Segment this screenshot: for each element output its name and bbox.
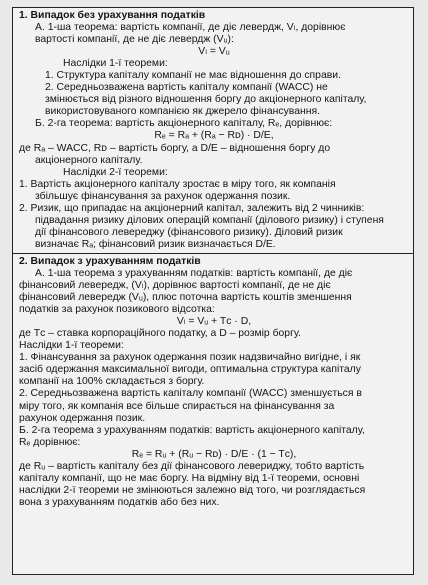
text-line: 2. Ризик, що припадає на акціонерний капітал, залежить від 2 чинників: (19, 202, 365, 214)
text-line: Наслідки 1-ї теореми: (19, 340, 124, 352)
formula-line: Vₗ = Vᵤ + Tᴄ · D, (176, 316, 252, 328)
text-line: Б. 2-га теорема: вартість акціонерного капіталу, Rₑ, дорівнює: (35, 118, 333, 130)
text-line: змінюється від різного відношення боргу до акціонерного капіталу, (45, 94, 367, 106)
document-page (12, 7, 414, 575)
text-line: фінансовий левередж, (Vₗ), дорівнює вартості компанії, де не діє (19, 280, 331, 292)
text-line: Б. 2-га теорема з урахуванням податків: вартість акціонерного капіталу, (19, 424, 365, 436)
text-line: наслідки 2-ї теореми не змінюються залежно від того, чи розглядається (19, 484, 366, 496)
text-line: 1. Структура капіталу компанії не має відношення до справи. (45, 70, 341, 82)
text-line: вартості компанії, де не діє левердж (Vᵤ): (35, 34, 234, 46)
formula-line: Vₗ = Vᵤ (198, 46, 230, 58)
formula-line: Rₑ = Rᵤ + (Rᵤ − Rᴅ) · D/E · (1 − Tᴄ), (131, 448, 297, 460)
text-line: податків за рахунок позикового відсотка: (19, 304, 215, 316)
text-line: де Tᴄ – ставка корпораційного податку, а D – розмір боргу. (19, 328, 301, 340)
text-line: Rₑ дорівнює: (19, 436, 81, 448)
text-line: компанії на 100% складається з боргу. (19, 376, 205, 388)
text-line: 1. Фінансування за рахунок одержання позик надзвичайно вигідне, і як (19, 352, 361, 364)
text-line: використовуваного компанією як джерело фінансування. (45, 106, 320, 118)
text-line: підвадання ризику ділових операцій компанії (ділового ризику) і ступеня (35, 214, 384, 226)
section-title: 1. Випадок без урахування податків (19, 10, 206, 21)
text-line: міру того, як компанія все більше спирається на фінансування за (19, 400, 335, 412)
text-line: дії фінансового левереджу (фінансового ризику). Діловий ризик (35, 226, 343, 238)
text-line: фінансовий левередж (Vᵤ), плюс поточна вартість коштів зменшення (19, 292, 352, 304)
text-line: Наслідки 2-ї теореми: (63, 166, 168, 178)
text-line: засіб одержання максимальної вигоди, оптимальна структура капіталу (19, 364, 361, 376)
section-without-taxes (13, 8, 413, 254)
text-line: Наслідки 1-ї теореми: (63, 58, 168, 70)
text-line: рахунок одержання позик. (19, 412, 146, 424)
text-line: 2. Середньозважена вартість капіталу компанії (WACC) зменшується в (19, 388, 362, 400)
text-line: де Rₐ – WACC, Rᴅ – вартість боргу, а D/E – відношення боргу до (19, 142, 331, 154)
text-line: А. 1-ша теорема: вартість компанії, де діє левердж, Vₗ, дорівнює (35, 22, 346, 34)
text-line: вона з урахуванням податків або без них. (19, 496, 220, 508)
text-line: А. 1-ша теорема з урахуванням податків: вартість компанії, де діє (35, 267, 353, 279)
text-line: де Rᵤ – вартість капіталу без дії фінансового левериджу, тобто вартість (19, 460, 365, 472)
text-line: 2. Середньозважена вартість капіталу компанії (WACC) не (45, 82, 328, 94)
text-line: 1. Вартість акціонерного капіталу зростає в міру того, як компанія (19, 178, 336, 190)
section-title: 2. Випадок з урахуванням податків (19, 255, 201, 267)
formula-line: Rₑ = Rₐ + (Rₐ − Rᴅ) · D/E, (154, 130, 274, 142)
section-with-taxes (13, 254, 413, 511)
text-line: акціонерного капіталу. (35, 154, 143, 166)
text-line: збільшує фінансування за рахунок одержання позик. (35, 190, 291, 202)
text-line: капіталу компанії, що не має боргу. На відміну від 1-ї теореми, основні (19, 472, 360, 484)
text-line: визначає Rₐ; фінансовий ризик визначається D/E. (35, 238, 276, 250)
